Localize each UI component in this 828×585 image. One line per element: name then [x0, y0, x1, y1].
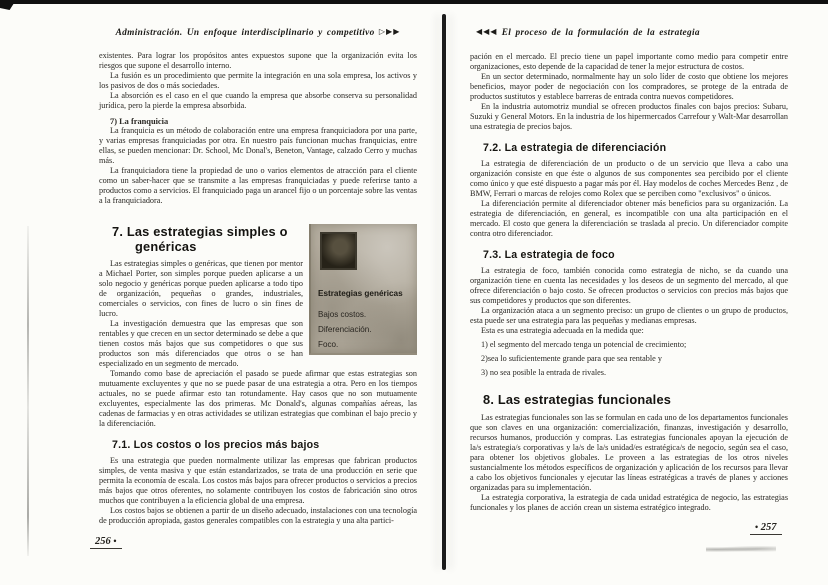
figure-title: Estrategias genéricas — [318, 289, 403, 298]
scan-smudge — [706, 546, 776, 553]
left-running-header — [99, 28, 417, 38]
heading-section-7-3: 7.3. La estrategia de foco — [483, 249, 615, 261]
paragraph-diferenciacion-1: La estrategia de diferenciación de un producto o de un servicio que lleva a cabo una organización consiste en que éste o algunos de sus componentes sea percibido por el cliente como único y que esté dispuesto a pagar más por él. Hay modelos de coches Mercedes Benz , de BMW, Ferrari o marcas de relojes como Rolex que se perciben como "exclusivos" o únicos. — [470, 159, 788, 198]
heading-section-7-2: 7.2. La estrategia de diferenciación — [483, 142, 667, 154]
generic-strategies-figure — [309, 224, 417, 355]
list-item-foco-2: 2)sea lo suficientemente grande para que sea rentable y — [481, 354, 662, 363]
scan-artifact-line — [27, 226, 29, 556]
section-7-block — [99, 224, 417, 429]
paragraph-industria: En la industria automotriz mundial se ofrecen productos finales con bajos precios: Subaru, Suzuki y General Motors. En la industria de los hipermercados Carrefour y Walt-Mar desarrollan una estrategia de precios bajos. — [470, 102, 788, 131]
paragraph-sector: En un sector determinado, normalmente hay un solo líder de costo que obtiene los mejores beneficios, mayor poder de negociación con los compradores, se protege de la entrada de productos sustitutos y establece barreras de entrada contra nuevos competidores. — [470, 72, 788, 101]
right-running-header — [470, 28, 788, 38]
scan-artifact-bar — [8, 0, 828, 4]
paragraph-diferenciacion-2: La diferenciación permite al diferenciador obtener más beneficios para su organización. La estrategia de diferenciación, en general, es incompatible con una alta participación en el mercado. El costo que genera la diferenciación se traslada al precio. Un diferenciador compite contra otro diferenciador. — [470, 199, 788, 238]
forward-arrows-icon: ▷▶▶ — [378, 27, 401, 36]
paragraph-costos-2: Los costos bajos se obtienen a partir de un diseño adecuado, instalaciones con una tecnología de producción apropiada, gastos generales compatibles con la estrategia y una alta partici- — [99, 506, 417, 525]
left-page-number-value: 256 — [95, 536, 111, 547]
paragraph-fusion: La fusión es un procedimiento que permite la integración en una sola empresa, los activos y los pasivos de dos o más sociedades. — [99, 71, 417, 90]
figure-photo — [320, 232, 357, 270]
left-page — [99, 28, 417, 526]
back-arrows-icon: ◀◀◀ — [476, 27, 498, 36]
book-gutter-divider — [442, 14, 446, 570]
paragraph-genericas-1: Las estrategias simples o genéricas, que tienen por mentor a Michael Porter, son simples porque pueden aplicarse a un solo negocio y genéricas porque pueden aplicarse a todo tipo de organización, pequeñas o grandes, industriales, comerciales o servicios, con fines de lucro o sin fines de lucro. — [99, 259, 303, 318]
heading-section-8: 8. Las estrategias funcionales — [483, 392, 672, 407]
paragraph-foco-1: La estrategia de foco, también conocida como estrategia de nicho, se da cuando una organización tiene en cuenta las necesidades y los deseos de un segmento del mercado, al que ofrece diferenciación o bajo costo. Se ofrecen productos o servicios con precios más bajos que sus competidores y productos que son diferentes. — [470, 266, 788, 305]
right-header-title: El proceso de la formulación de la estrategia — [501, 28, 700, 38]
left-header-title: Administración. Un enfoque interdisciplinario y competitivo — [115, 28, 375, 38]
heading-section-7-1: 7.1. Los costos o los precios más bajos — [112, 439, 320, 451]
figure-item: Diferenciación. — [318, 325, 372, 334]
paragraph-genericas-2: La investigación demuestra que las empresas que son rentables y que crecen en un sector determinado se debe a que tienen costos más bajos que sus competidores o que sus productos son más diferenciados que otros o se han especializado en un segmento de mercado. — [99, 319, 303, 368]
figure-item: Bajos costos. — [318, 310, 367, 319]
paragraph-funcionales-1: Las estrategias funcionales son las se formulan en cada uno de los departamentos funcionales que son claves en una organización: comercialización, finanzas, investigación y desarrollo, recursos humanos, producción y compras. Las estrategias funcionales apoyan la ejecución de la/s estrategia/s corporativas y la/s de la/s unidad/es estratégica/s de negocio, según sea el caso, para obtener los objetivos globales. Le proveen a las estrategias de los otros niveles sustancialmente los métodos específicos de organización y aplicación de los recursos para llevar a cabo los objetivos funcionales y ejecutar las líneas estratégicas a través de planes y acciones organizadas para su implementación. — [470, 413, 788, 492]
right-page-number — [750, 522, 782, 535]
left-page-number — [90, 536, 122, 549]
paragraph-pacion: pación en el mercado. El precio tiene un papel importante como medio para competir entre organizaciones, esto depende de la capacidad de tener la mejor estructura de costos. — [470, 52, 788, 71]
heading-section-7-line2: genéricas — [135, 239, 197, 254]
paragraph-costos-1: Es una estrategia que pueden normalmente utilizar las empresas que fabrican productos simples, de venta masiva y que están estandarizados, se trata de una producción en serie que permita la economía de escala. Los costos más bajos para ofrecer productos o servicios a precios más bajos que otros oferentes, no solamente contribuyen los costos de fabricación sino otros muchos que contribuyen a la eficiencia global de una empresa. — [99, 456, 417, 505]
paragraph-franquicia-1: La franquicia es un método de colaboración entre una empresa franquiciadora por una parte, y varias empresas franquiciadas por otra. En nuestro país funcionan muchas franquicias, entre ellas, se pueden mencionar: Dr. School, Mc Donal's, Beneton, Vantage, calzado Cerro y muchas más. — [99, 126, 417, 165]
right-page-number-value: 257 — [760, 522, 777, 533]
page-number-bullet: • — [755, 522, 759, 532]
heading-franquicia: 7) La franquicia — [110, 117, 169, 126]
paragraph-foco-3: Esta es una estrategia adecuada en la medida que: — [481, 326, 644, 335]
paragraph-existentes: existentes. Para lograr los propósitos antes expuestos supone que la organización evita los riesgos que supone el desarrollo interno. — [99, 51, 417, 70]
paragraph-franquicia-2: La franquiciadora tiene la propiedad de uno o varios elementos de atracción para el cliente como un saber-hacer que se transmite a las empresas franquiciadas y puede referirse tanto a productos como a servicios. El franquiciado paga un arancel fijo o un porcentaje sobre las ventas a la franquiciadora. — [99, 166, 417, 205]
paragraph-absorcion: La absorción es el caso en el que cuando la empresa que absorbe conserva su personalidad jurídica, pero la pierde la empresa absorbida. — [99, 91, 417, 110]
scan-corner-mark — [0, 0, 16, 10]
list-item-foco-3: 3) no sea posible la entrada de rivales. — [481, 368, 607, 377]
paragraph-funcionales-2: La estrategia corporativa, la estrategia de cada unidad estratégica de negocio, las estrategias funcionales y los planes de acción crean un sistema estratégico integrado. — [470, 493, 788, 512]
list-item-foco-1: 1) el segmento del mercado tenga un potencial de crecimiento; — [481, 340, 687, 349]
paragraph-foco-2: La organización ataca a un segmento preciso: un grupo de clientes o un grupo de productos, esta puede ser una estrategia para las pequeñas y medianas empresas. — [470, 306, 788, 325]
right-page — [470, 28, 788, 513]
heading-section-7-line1: 7. Las estrategias simples o — [112, 224, 288, 239]
figure-item: Foco. — [318, 340, 339, 349]
paragraph-tomando: Tomando como base de apreciación el pasado se puede afirmar que estas estrategias son mutuamente excluyentes y que no se puede pasar de una estrategia a otra. Pero en los tiempos actuales, no se puede afirmar esto tan rotundamente. Hay casos que no son mutuamente excluyentes, especialmente las dos primeras. Mc Donald's, algunas compañías aéreas, las cadenas de farmacias y en otras actividades se utilizan estrategias que combinan el bajo precio y la diferenciación. — [99, 369, 417, 428]
page-number-bullet: • — [113, 536, 117, 546]
